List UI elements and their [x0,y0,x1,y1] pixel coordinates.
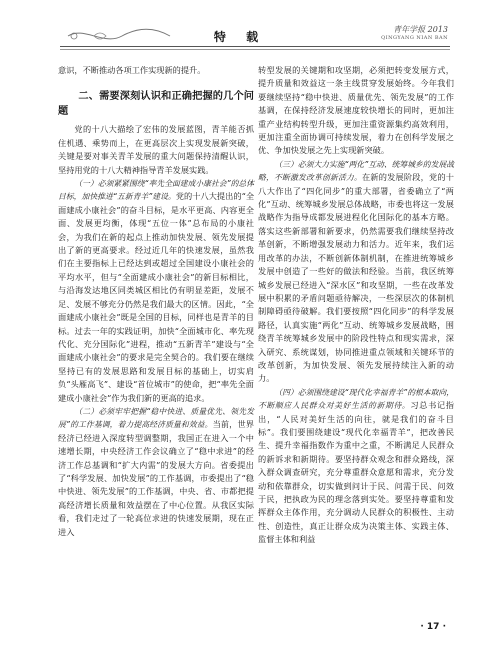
paragraph-lead-item-2 [58,405,254,539]
section-title: 特 载 [213,30,267,44]
header-divider-thin [60,49,450,50]
left-column [58,64,254,539]
paragraph: 党的十八大描绘了宏伟的发展蓝图，青羊能否抓住机遇、乘势而上，在更高层次上实现发展新突破，关键是要对事关青羊发展的重大问题保持清醒认识，坚持用党的十八大精神指导青羊发展实践。 [58,124,254,175]
item-lead: （三）必须大力实施“两化”互动、统筹城乡的发展战略，不断激发改革创新活力。 [258,159,454,183]
item-lead: （二）必须牢牢把握“稳中快进、质量优先、领先发展”的工作基调，着力提高经济质量和效益。 [58,406,254,430]
header-divider [60,46,450,47]
paragraph: 意识，不断推动各项工作实现新的提升。 [58,65,206,75]
magazine-subtitle: QINGYANG NIAN BAN [381,35,448,41]
decorative-ornament-icon [64,28,174,44]
paragraph-lead-item-3 [258,158,454,386]
item-lead: （一）必须紧紧围绕“率先全面建成小康社会”的总体目标，加快推进“五新青羊”建设。 [58,179,254,202]
item-body: 当前，世界经济已经进入深度转型调整期，我国正在进入一个中速增长期，中央经济工作会议确立了“稳中求进”的经济工作总基调和“扩大内需”的发展大方向。省委提出了“科学发展、加快发展”的工作基调，市委提出了“稳中快进、领先发展”的工作基调，中央、省、市都把提高经济增长质量和效益摆在了中心位置。从我区实际看，我们走过了一轮高位求进的快速发展期，现在正进入 [58,419,254,537]
item-body: 习总书记指出，“人民对美好生活的向往，就是我们的奋斗目标”。我们要围绕建设“现代化幸福青羊”，把改善民生、提升幸福指数作为重中之重，不断满足人民群众的新诉求和新期待。要坚持群众观念和群众路线，深入群众调查研究，充分尊重群众意愿和需求，充分发动和依靠群众，切实做到问计于民、问需于民、问效于民，把执政为民的理念落到实处。要坚持尊重和发挥群众主体作用，充分调动人民群众的积极性、主动性、创造性，真正让群众成为决策主体、实践主体、监督主体和利益 [258,400,454,545]
magazine-title: 青年学报 2013 [393,25,448,34]
section-heading: 二、需要深刻认识和正确把握的几个问题 [58,91,254,118]
paragraph: 转型发展的关键期和攻坚期，必须把转变发展方式，提升质量和效益这一条主线贯穿发展始终。今年我们要继续坚持“稳中快进、质量优先、领先发展”的工作基调，在保持经济发展速度较快增长的同时，更加注重产业结构转型升级，更加注重资源集约高效利用，更加注重全面协调可持续发展，着力在创科学发展之优、争加快发展之先上实现新突破。 [258,65,454,156]
right-column [258,64,454,547]
page-number: · 17 · [420,622,446,632]
item-body: 在新的发展阶段，党的十八大作出了“四化同步”的重大部署，省委确立了“两化”互动、统筹城乡发展总体战略，市委也将这一发展战略作为指导成都发展进程化化国际化的基本方略。落实这些新部署和新要求，仍然需要我们继续坚持改革创新，不断增强发展动力和活力。近年来，我们运用改革的办法，不断创新体制机制，在推进统筹城乡发展中创造了一些好的做法和经验。当前，我区统筹城乡发展已经进入“深水区”和攻坚期，一些在改革发展中积累的矛盾问题亟待解决，一些深层次的体制机制障碍亟待破解。我们要按照“四化同步”的科学发展路径，认真实施“两化”互动、统筹城乡发展战略，围绕青羊统筹城乡发展中的阶段性特点和现实需求，深入研究、系统谋划，协同推进重点领域和关键环节的改革创新，为加快发展、领先发展持续注入新的动力。 [258,172,454,384]
item-body: 党的十八大提出的“全面建成小康社会”的奋斗目标，是水平更高、内容更全面、发展更均衡，体现“五位一体”总布局的小康社会，为我们在新的起点上推动加快发展、领先发展提出了新的更高要求。经过近几年的快速发展，虽然我们在主要指标上已经达到或超过全国建设小康社会的平均水平，但与“全面建成小康社会”的新目标相比，与沿海发达地区同类城区相比仍有明显差距，发展不足、发展不够充分仍然是我们最大的区情。因此，“全面建成小康社会”既是全国的目标，同样也是青羊的目标。过去一年的实践证明，加快“全面城市化、率先现代化、充分国际化”进程，推动“五新青羊”建设与“全面建成小康社会”的要求是完全契合的。我们要在继续坚持已有的发展思路和发展目标的基础上，切实肩负“头雁高飞”、建设“首位城市”的使命，把“率先全面建成小康社会”作为我们新的更高的追求。 [58,191,255,403]
paragraph-lead-item-1 [58,177,254,405]
page-header [0,0,480,56]
paragraph-lead-item-4 [258,386,454,547]
item-lead: （四）必须围绕建设“现代化幸福青羊”的根本取向，不断顺应人民群众对美好生活的新期待。 [258,387,454,411]
